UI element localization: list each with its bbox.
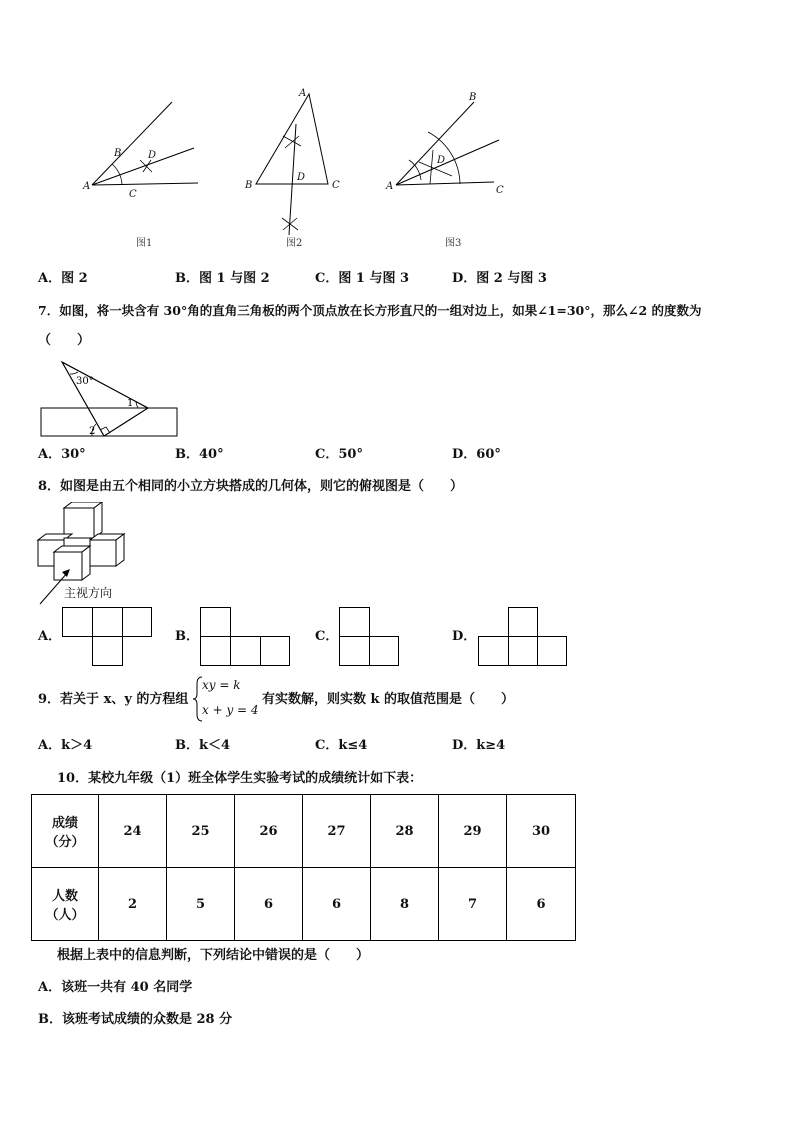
q6-option-b[interactable]: B．图 1 与图 2: [175, 271, 270, 286]
fig3-label-d: D: [437, 155, 446, 166]
fig1-label-b: B: [114, 148, 122, 159]
fig2-label-a: A: [299, 88, 307, 99]
fig3-label-c: C: [496, 185, 504, 196]
fig2-caption: 图2: [286, 238, 303, 249]
table-cell: 8: [371, 868, 439, 941]
fig1-caption: 图1: [136, 238, 153, 249]
fig2-label-b: B: [245, 180, 253, 191]
table-cell: 26: [235, 795, 303, 868]
q7-stem: 7．如图，将一块含有 30°角的直角三角板的两个顶点放在长方形直尺的一组对边上，如果∠1=30°，那么∠2 的度数为: [38, 303, 702, 318]
q8-option-c[interactable]: C．: [315, 629, 339, 644]
fig2-label-c: C: [332, 180, 340, 191]
q9-equation-1: xy = k: [202, 678, 241, 692]
q9-equation-2: x + y = 4: [202, 703, 259, 717]
table-cell: 25: [167, 795, 235, 868]
table-cell: 6: [507, 868, 576, 941]
fig1-label-d: D: [148, 150, 157, 161]
q7-angle-1-label: 1: [127, 398, 134, 409]
q9-option-d[interactable]: D．k≥4: [452, 738, 506, 753]
square: [339, 607, 370, 637]
header-line: （人）: [45, 908, 85, 923]
q7-option-d[interactable]: D．60°: [452, 447, 501, 462]
fig3-label-b: B: [469, 92, 477, 103]
fig1-label-c: C: [129, 189, 137, 200]
header-line: （分）: [45, 835, 85, 850]
q7-figure: [36, 356, 186, 442]
q10-option-b[interactable]: B．该班考试成绩的众数是 28 分: [38, 1012, 233, 1027]
score-table: [31, 794, 576, 941]
square: [200, 607, 231, 637]
table-row-header: [32, 795, 99, 868]
q9-option-b[interactable]: B．k＜4: [175, 738, 231, 753]
square: [122, 607, 152, 637]
square: [62, 607, 93, 637]
table-cell: 27: [303, 795, 371, 868]
table-cell: 6: [235, 868, 303, 941]
table-cell: 28: [371, 795, 439, 868]
square: [92, 636, 123, 666]
table-row: [32, 795, 576, 868]
fig3-label-a: A: [386, 181, 394, 192]
q10-followup: 根据上表中的信息判断，下列结论中错误的是（ ）: [57, 948, 370, 963]
q10-option-a[interactable]: A．该班一共有 40 名同学: [38, 980, 193, 995]
table-cell: 30: [507, 795, 576, 868]
q8-option-b[interactable]: B．: [175, 629, 199, 644]
q10-stem: 10．某校九年级（1）班全体学生实验考试的成绩统计如下表：: [57, 771, 423, 786]
q6-option-a[interactable]: A．图 2: [38, 271, 88, 286]
q6-figures: [0, 80, 794, 260]
q7-paren: （ ）: [38, 333, 91, 348]
square: [537, 636, 567, 666]
table-row-header: [32, 868, 99, 941]
square: [478, 636, 509, 666]
q9-option-c[interactable]: C．k≤4: [315, 738, 368, 753]
figure-1: [82, 102, 198, 249]
header-line: 成绩: [51, 816, 78, 831]
square: [230, 636, 261, 666]
q6-option-c[interactable]: C．图 1 与图 3: [315, 271, 410, 286]
square: [92, 607, 123, 637]
q8-view-direction-label: 主视方向: [64, 586, 113, 600]
figure-2: [244, 88, 340, 249]
square: [200, 636, 231, 666]
square: [508, 607, 538, 637]
fig3-caption: 图3: [445, 238, 462, 249]
square: [339, 636, 370, 666]
q9-stem-suffix: 有实数解，则实数 k 的取值范围是（ ）: [262, 692, 515, 707]
table-cell: 29: [439, 795, 507, 868]
q7-option-a[interactable]: A．30°: [38, 447, 86, 462]
square: [369, 636, 399, 666]
header-line: 人数: [51, 889, 78, 904]
table-cell: 5: [167, 868, 235, 941]
q9-option-a[interactable]: A．k＞4: [38, 738, 93, 753]
q6-option-d[interactable]: D．图 2 与图 3: [452, 271, 547, 286]
table-cell: 6: [303, 868, 371, 941]
q7-option-b[interactable]: B．40°: [175, 447, 224, 462]
table-cell: 7: [439, 868, 507, 941]
q7-angle-2-label: 2: [89, 426, 96, 437]
table-cell: 2: [99, 868, 167, 941]
q8-stem: 8．如图是由五个相同的小立方块搭成的几何体，则它的俯视图是（ ）: [38, 479, 464, 494]
table-cell: 24: [99, 795, 167, 868]
q8-option-d[interactable]: D．: [452, 629, 477, 644]
square: [260, 636, 290, 666]
q9-stem-prefix: 9．若关于 x、y 的方程组: [38, 692, 189, 707]
q7-angle-30-label: 30°: [76, 376, 94, 387]
q8-option-a[interactable]: A．: [38, 629, 62, 644]
fig2-label-d: D: [297, 172, 306, 183]
figure-3: [385, 92, 504, 249]
q7-option-c[interactable]: C．50°: [315, 447, 363, 462]
fig1-label-a: A: [83, 181, 91, 192]
table-row: [32, 868, 576, 941]
square: [508, 636, 538, 666]
